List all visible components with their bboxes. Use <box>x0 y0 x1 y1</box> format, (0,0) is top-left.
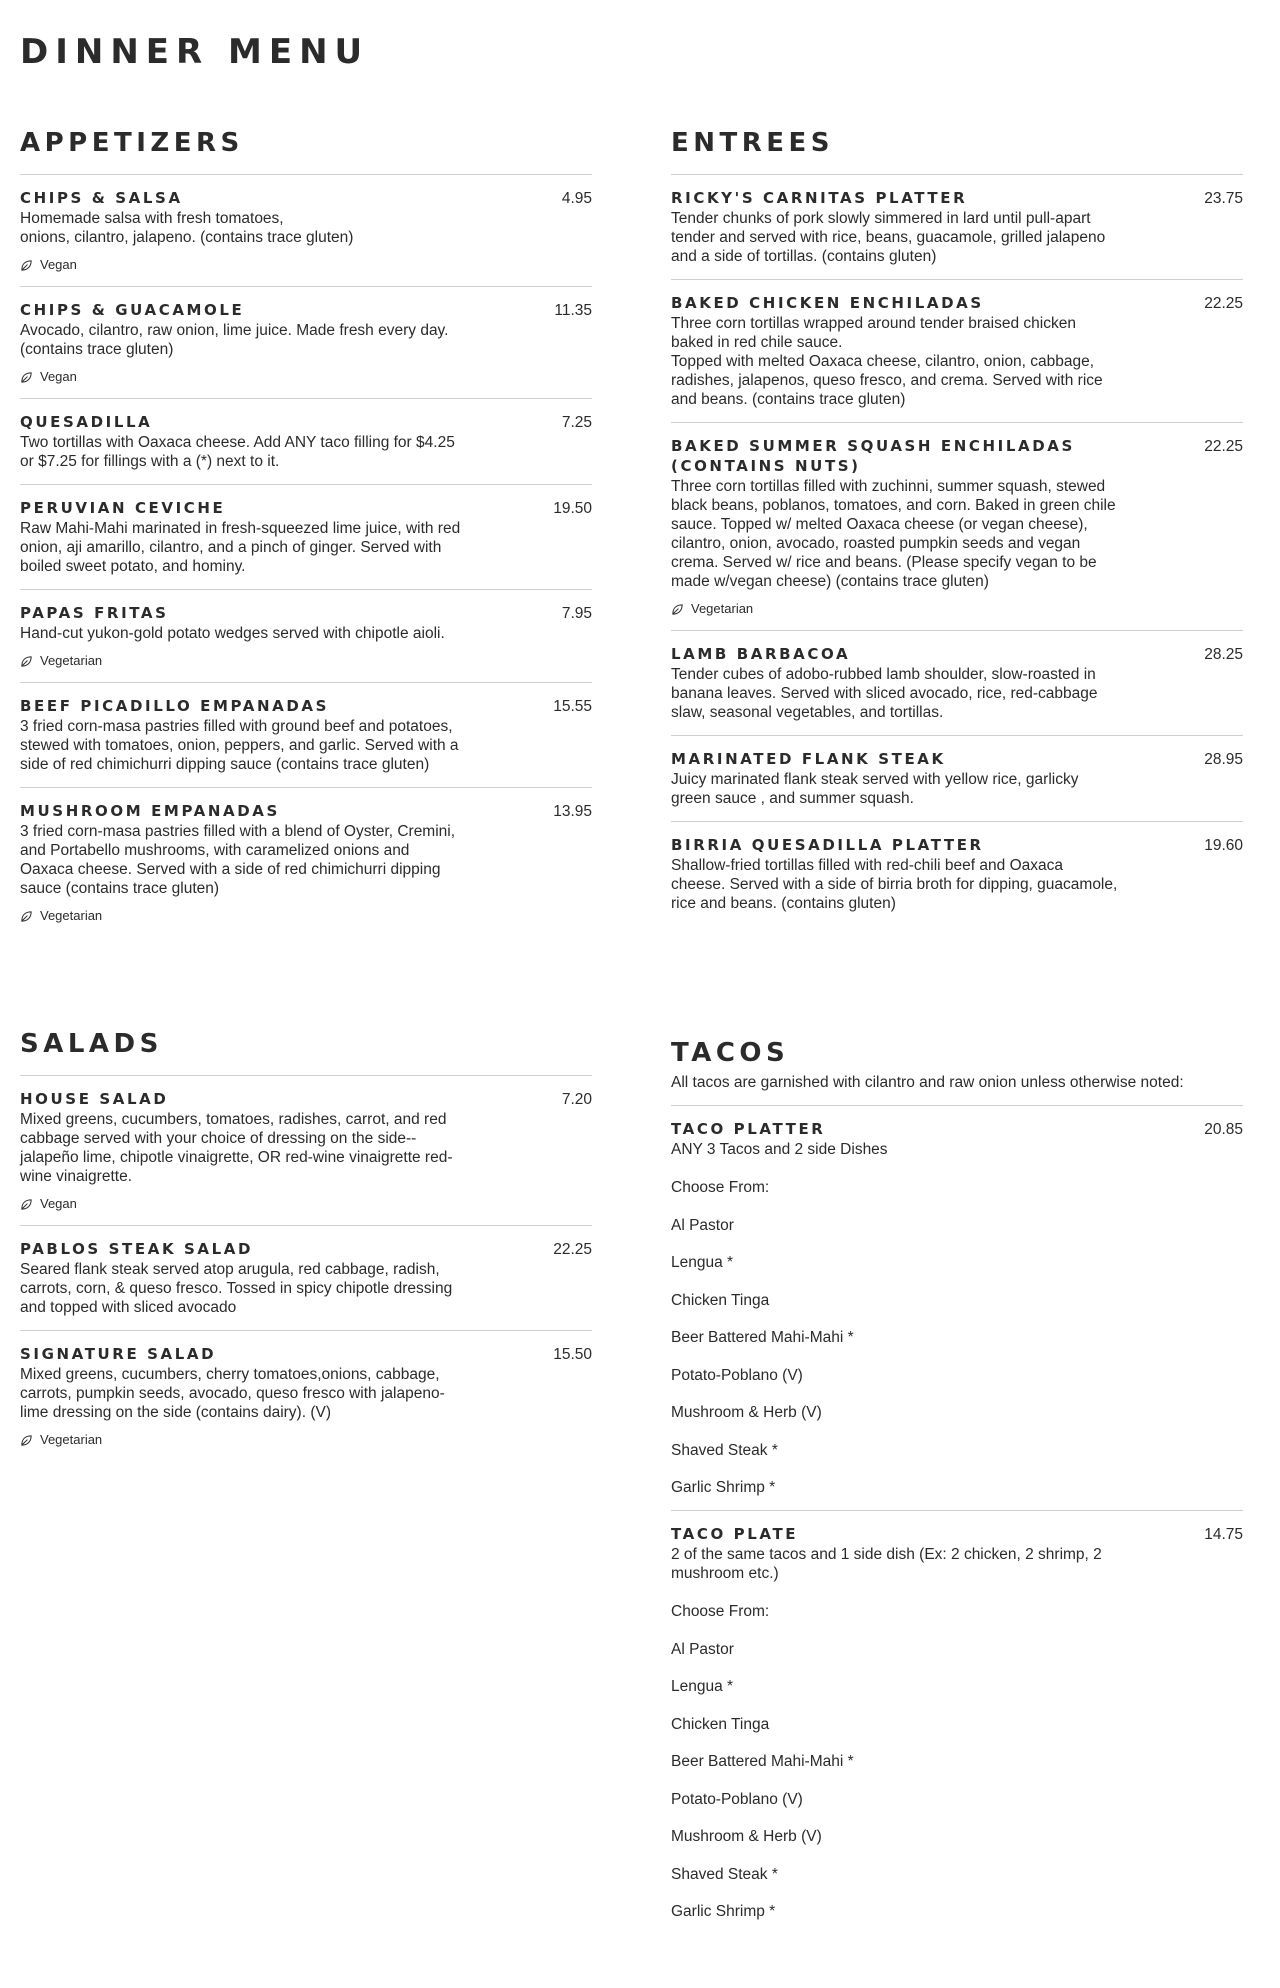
item-description: Juicy marinated flank steak served with yellow rice, garlicky green sauce , and summer squash. <box>671 771 1079 807</box>
menu-item <box>671 1105 1243 1510</box>
leaf-icon <box>671 603 684 616</box>
item-name: TACO PLATE <box>671 1525 799 1543</box>
item-name: MUSHROOM EMPANADAS <box>20 802 280 820</box>
dietary-tag <box>20 1196 592 1212</box>
item-description: Hand-cut yukon-gold potato wedges served with chipotle aioli. <box>20 625 445 642</box>
taco-choice: Shaved Steak * <box>671 1441 778 1459</box>
item-price: 14.75 <box>1204 1526 1243 1543</box>
taco-choice: Lengua * <box>671 1678 734 1695</box>
item-price: 28.95 <box>1204 751 1243 768</box>
item-price: 22.25 <box>1204 438 1243 455</box>
menu-item <box>20 589 592 682</box>
dietary-tag <box>20 1432 592 1448</box>
item-price: 15.50 <box>553 1346 592 1363</box>
item-name: SIGNATURE SALAD <box>20 1345 217 1363</box>
leaf-icon <box>20 259 33 272</box>
item-name: PABLOS STEAK SALAD <box>20 1240 254 1258</box>
leaf-icon <box>20 910 33 923</box>
item-price: 19.60 <box>1204 837 1243 854</box>
menu-item <box>671 279 1243 422</box>
taco-choice: Choose From: <box>671 1179 770 1196</box>
taco-choice: Garlic Shrimp * <box>671 1479 776 1496</box>
taco-choice: Choose From: <box>671 1603 770 1620</box>
menu-item <box>20 1330 592 1461</box>
dietary-tag <box>20 653 592 669</box>
taco-choice: Mushroom & Herb (V) <box>671 1404 822 1421</box>
section-note: All tacos are garnished with cilantro and raw onion unless otherwise noted: <box>671 1074 1184 1091</box>
item-price: 13.95 <box>553 803 592 820</box>
item-price: 11.35 <box>554 302 592 319</box>
taco-choice-list <box>671 1602 1243 1921</box>
item-description: Seared flank steak served atop arugula, red cabbage, radish, carrots, corn, & queso fresco. Tossed in spicy chipotle dressing and topped with sliced avocado <box>20 1261 453 1316</box>
item-description: Mixed greens, cucumbers, tomatoes, radishes, carrot, and red cabbage served with your choice of dressing on the side-- jalapeño lime, chipotle vinaigrette, OR red-wine vinaigrette red- wine vinaigrette. <box>20 1111 453 1185</box>
taco-choice: Al Pastor <box>671 1640 734 1658</box>
item-description: Avocado, cilantro, raw onion, lime juice. Made fresh every day. (contains trace gluten) <box>20 322 449 358</box>
item-price: 7.25 <box>561 414 592 431</box>
taco-choice: Beer Battered Mahi-Mahi * <box>671 1753 854 1770</box>
menu-item <box>20 398 592 484</box>
menu-item <box>20 484 592 589</box>
leaf-icon <box>20 371 33 384</box>
taco-choice: Potato-Poblano (V) <box>671 1790 803 1808</box>
item-name: BAKED CHICKEN ENCHILADAS <box>671 294 984 312</box>
item-price: 28.25 <box>1204 646 1243 663</box>
taco-choice: Potato-Poblano (V) <box>671 1366 803 1384</box>
menu-item <box>671 174 1243 279</box>
item-name: RICKY'S CARNITAS PLATTER <box>671 189 968 207</box>
item-price: 4.95 <box>561 190 592 207</box>
item-price: 7.95 <box>561 605 592 622</box>
menu-item <box>671 1510 1243 1934</box>
item-name: LAMB BARBACOA <box>671 645 851 663</box>
item-description: 2 of the same tacos and 1 side dish (Ex: 2 chicken, 2 shrimp, 2 mushroom etc.) <box>671 1546 1102 1582</box>
leaf-icon <box>20 1434 33 1447</box>
tag-label: Vegan <box>40 369 77 384</box>
item-name: BEEF PICADILLO EMPANADAS <box>20 697 329 715</box>
item-price: 20.85 <box>1204 1121 1243 1138</box>
item-description: Shallow-fried tortillas filled with red-chili beef and Oaxaca cheese. Served with a side of birria broth for dipping, guacamole, rice and beans. (contains gluten) <box>671 857 1118 912</box>
dietary-tag <box>20 908 592 924</box>
section-title: SALADS <box>20 1029 163 1059</box>
item-description: Mixed greens, cucumbers, cherry tomatoes,onions, cabbage, carrots, pumpkin seeds, avocado, queso fresco with jalapeno- lime dressing on the side (contains dairy). (V) <box>20 1366 445 1421</box>
item-description: Raw Mahi-Mahi marinated in fresh-squeezed lime juice, with red onion, aji amarillo, cilantro, and a pinch of ginger. Served with boiled sweet potato, and hominy. <box>20 520 461 575</box>
item-price: 7.20 <box>561 1091 592 1108</box>
menu-item <box>671 630 1243 735</box>
item-description: Three corn tortillas wrapped around tender braised chicken baked in red chile sauce. Topped with melted Oaxaca cheese, cilantro, onion, cabbage, radishes, jalapenos, queso fresco, and crema. Served with rice and beans. (contains trace gluten) <box>671 315 1103 408</box>
taco-choice: Mushroom & Herb (V) <box>671 1828 822 1845</box>
item-name: TACO PLATTER <box>671 1120 826 1138</box>
tacos-section <box>671 1037 1243 1934</box>
dietary-tag <box>20 369 592 385</box>
taco-choice: Garlic Shrimp * <box>671 1903 776 1920</box>
tag-label: Vegetarian <box>691 601 754 616</box>
item-name: CHIPS & SALSA <box>20 189 183 207</box>
item-name: PAPAS FRITAS <box>20 604 169 622</box>
section-title: TACOS <box>671 1038 790 1068</box>
appetizers-section <box>20 127 592 937</box>
menu-item <box>20 1225 592 1330</box>
entrees-section <box>671 127 1243 926</box>
item-name: PERUVIAN CEVICHE <box>20 499 226 517</box>
item-description: Homemade salsa with fresh tomatoes, onions, cilantro, jalapeno. (contains trace gluten) <box>20 210 354 246</box>
item-description: Tender chunks of pork slowly simmered in lard until pull-apart tender and served with rice, beans, guacamole, grilled jalapeno and a side of tortillas. (contains gluten) <box>671 210 1106 265</box>
item-description: Two tortillas with Oaxaca cheese. Add ANY taco filling for $4.25 or $7.25 for fillings with a (*) next to it. <box>20 434 455 470</box>
tag-label: Vegetarian <box>40 908 103 923</box>
menu-item <box>20 174 592 286</box>
item-price: 15.55 <box>553 698 592 715</box>
leaf-icon <box>20 655 33 668</box>
item-description: Three corn tortillas filled with zuchinni, summer squash, stewed black beans, poblanos, tomatoes, and corn. Baked in green chile sauce. Topped w/ melted Oaxaca cheese (or vegan cheese), cilantro, onion, avocado, roasted pumpkin seeds and vegan crema. Served w/ rice and beans. (Please specify vegan to be made w/vegan cheese) (contains trace gluten) <box>671 478 1116 590</box>
menu-item <box>20 286 592 398</box>
item-name: MARINATED FLANK STEAK <box>671 750 946 768</box>
menu-item <box>671 735 1243 821</box>
item-description: ANY 3 Tacos and 2 side Dishes <box>671 1141 888 1158</box>
item-name: HOUSE SALAD <box>20 1090 169 1108</box>
tag-label: Vegetarian <box>40 1432 103 1447</box>
item-price: 22.25 <box>553 1241 592 1258</box>
menu-item <box>20 682 592 787</box>
menu-item <box>671 821 1243 926</box>
leaf-icon <box>20 1198 33 1211</box>
dietary-tag <box>20 257 592 273</box>
section-title: APPETIZERS <box>20 128 244 158</box>
page-title: DINNER MENU <box>20 32 370 72</box>
item-description: 3 fried corn-masa pastries filled with ground beef and potatoes, stewed with tomatoes, onion, peppers, and garlic. Served with a side of red chimichurri dipping sauce (contains trace gluten) <box>20 718 459 773</box>
salads-section <box>20 1028 592 1461</box>
taco-choice: Shaved Steak * <box>671 1865 778 1883</box>
tag-label: Vegan <box>40 1196 77 1211</box>
item-name: QUESADILLA <box>20 413 153 431</box>
tag-label: Vegan <box>40 257 77 272</box>
item-description: Tender cubes of adobo-rubbed lamb shoulder, slow-roasted in banana leaves. Served with sliced avocado, rice, red-cabbage slaw, seasonal vegetables, and tortillas. <box>671 666 1098 721</box>
taco-choice: Lengua * <box>671 1254 734 1271</box>
menu-item <box>671 422 1243 630</box>
item-description: 3 fried corn-masa pastries filled with a blend of Oyster, Cremini, and Portabello mushrooms, with caramelized onions and Oaxaca cheese. Served with a side of red chimichurri dipping sauce (contains trace gluten) <box>20 823 456 897</box>
menu-item <box>20 1075 592 1225</box>
item-price: 22.25 <box>1204 295 1243 312</box>
taco-choice: Beer Battered Mahi-Mahi * <box>671 1329 854 1346</box>
item-name: BIRRIA QUESADILLA PLATTER <box>671 836 984 854</box>
item-price: 23.75 <box>1204 190 1243 207</box>
item-price: 19.50 <box>553 500 592 517</box>
section-title: ENTREES <box>671 128 835 158</box>
taco-choice: Chicken Tinga <box>671 1291 770 1309</box>
taco-choice-list <box>671 1178 1243 1497</box>
menu-item <box>20 787 592 937</box>
taco-choice: Al Pastor <box>671 1216 734 1234</box>
taco-choice: Chicken Tinga <box>671 1715 770 1733</box>
item-name: BAKED SUMMER SQUASH ENCHILADAS (CONTAINS NUTS) <box>671 437 1075 475</box>
dietary-tag <box>671 601 1243 617</box>
tag-label: Vegetarian <box>40 653 103 668</box>
item-name: CHIPS & GUACAMOLE <box>20 301 245 319</box>
